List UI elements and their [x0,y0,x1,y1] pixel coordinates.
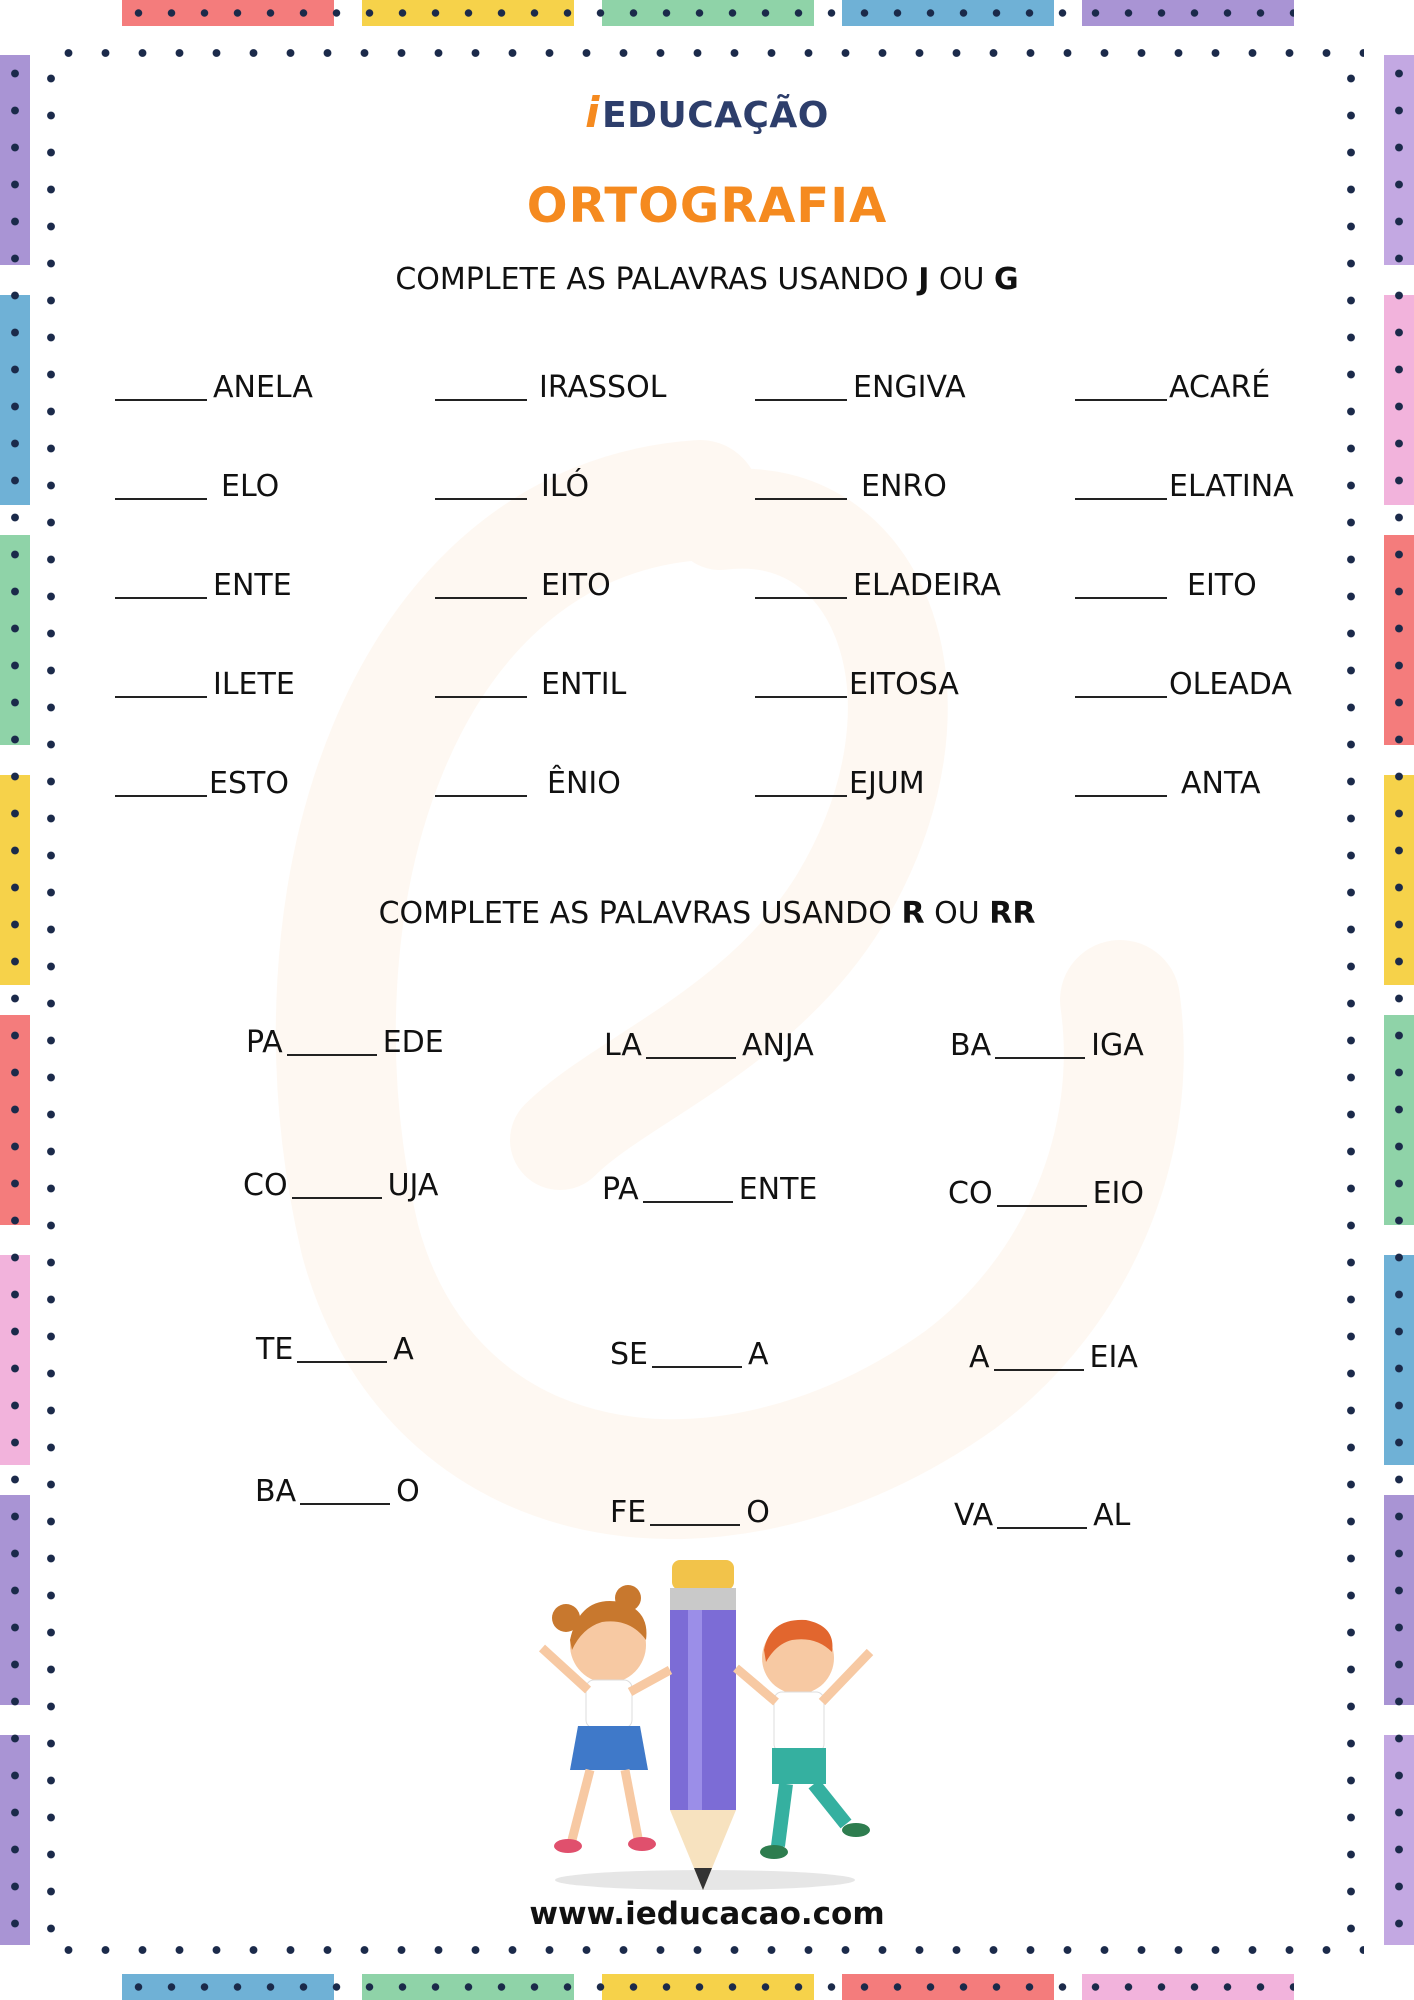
answer-blank[interactable] [115,694,207,698]
section1-word [115,568,292,603]
answer-blank[interactable] [646,1055,736,1059]
word-prefix: PA [602,1172,639,1207]
word-suffix: ANELA [213,370,313,405]
kids-pencil-illustration [520,1540,890,1900]
section1-letter-a: J [918,262,930,297]
word-suffix: ILÓ [541,469,590,504]
section1-word [435,370,666,405]
brand-logo-mark: i [585,88,601,137]
word-prefix: CO [243,1168,288,1203]
word-suffix: ILETE [213,667,295,702]
section1-word [435,568,611,603]
section2-word [243,1168,438,1203]
section1-word [435,667,626,702]
word-suffix: IGA [1091,1028,1144,1063]
word-prefix: BA [255,1474,297,1509]
answer-blank[interactable] [1075,397,1167,401]
girl-figure [542,1585,670,1853]
section1-word [115,469,279,504]
section2-letter-a: R [901,896,925,931]
word-prefix: PA [246,1025,283,1060]
word-suffix: EJUM [849,766,925,801]
section1-word [115,370,313,405]
word-suffix: ENRO [861,469,947,504]
section1-word [755,568,1001,603]
answer-blank[interactable] [997,1525,1087,1529]
word-prefix: SE [610,1337,648,1372]
inner-dots-bottom [50,1944,1364,1956]
section2-word [256,1332,414,1367]
answer-blank[interactable] [755,397,847,401]
answer-blank[interactable] [1075,694,1167,698]
answer-blank[interactable] [995,1055,1085,1059]
answer-blank[interactable] [435,595,527,599]
word-suffix: ENTIL [541,667,627,702]
section2-word [255,1474,420,1509]
word-suffix: EDE [382,1025,444,1060]
answer-blank[interactable] [650,1522,740,1526]
word-suffix: EIA [1089,1340,1138,1375]
word-suffix: ENGIVA [853,370,966,405]
section2-connector: OU [934,896,980,931]
inner-dots-right [1345,60,1357,1940]
section1-word [435,469,589,504]
word-suffix: A [393,1332,414,1367]
word-prefix: FE [610,1495,647,1530]
section2-instruction [0,896,1414,931]
answer-blank[interactable] [994,1367,1084,1371]
website-footer: www.ieducacao.com [529,1896,885,1932]
section1-word [1075,568,1257,603]
section2-word [610,1337,769,1372]
answer-blank[interactable] [1075,793,1167,797]
answer-blank[interactable] [435,793,527,797]
right-tab-dots [1393,55,1405,1945]
brand-logo-text: EDUCAÇÃO [602,95,829,136]
word-suffix: UJA [387,1168,439,1203]
word-suffix: EITOSA [849,667,959,702]
word-prefix: VA [954,1498,994,1533]
word-prefix: CO [948,1176,993,1211]
answer-blank[interactable] [287,1052,377,1056]
word-suffix: O [746,1495,770,1530]
word-suffix: EITO [1187,568,1257,603]
boy-figure [736,1620,870,1859]
word-suffix: ANJA [741,1028,814,1063]
word-suffix: ELO [221,469,280,504]
word-suffix: IRASSOL [539,370,667,405]
answer-blank[interactable] [643,1199,733,1203]
answer-blank[interactable] [755,793,847,797]
section2-instruction-text: COMPLETE AS PALAVRAS USANDO [378,896,892,931]
section1-word [755,766,925,801]
section1-letter-b: G [994,262,1019,297]
answer-blank[interactable] [115,397,207,401]
answer-blank[interactable] [297,1359,387,1363]
section2-word [948,1176,1144,1211]
inner-dots-left [45,60,57,1940]
section1-word [1075,370,1270,405]
word-suffix: ENTE [213,568,292,603]
section1-instruction-text: COMPLETE AS PALAVRAS USANDO [395,262,909,297]
section2-word [950,1028,1144,1063]
pencil-icon [670,1560,736,1890]
word-prefix: LA [604,1028,642,1063]
word-suffix: ANTA [1181,766,1261,801]
word-prefix: A [969,1340,990,1375]
section1-word [115,766,289,801]
answer-blank[interactable] [300,1501,390,1505]
section1-word [1075,667,1292,702]
answer-blank[interactable] [755,694,847,698]
word-prefix: TE [256,1332,294,1367]
bottom-tab-dots [122,1981,1294,1993]
word-suffix: OLEADA [1169,667,1292,702]
section2-word [954,1498,1130,1533]
top-tab-dots [122,7,1294,19]
brand-logo [0,88,1414,137]
section1-word [755,667,959,702]
page-title: ORTOGRAFIA [526,178,888,234]
answer-blank[interactable] [115,793,207,797]
inner-dots-top [50,47,1364,59]
section1-connector: OU [938,262,985,297]
word-suffix: ESTO [209,766,289,801]
answer-blank[interactable] [435,397,527,401]
word-suffix: EIO [1092,1176,1144,1211]
answer-blank[interactable] [652,1364,742,1368]
answer-blank[interactable] [997,1203,1087,1207]
answer-blank[interactable] [435,694,527,698]
answer-blank[interactable] [755,496,847,500]
word-suffix: ACARÉ [1169,370,1271,405]
left-tab-dots [9,55,21,1945]
answer-blank[interactable] [435,496,527,500]
section2-word [602,1172,817,1207]
word-suffix: ENTE [738,1172,818,1207]
word-suffix: ELADEIRA [853,568,1001,603]
section2-word [604,1028,814,1063]
word-prefix: BA [950,1028,992,1063]
section1-word [755,469,947,504]
section2-word [610,1495,770,1530]
section2-word [246,1025,444,1060]
section1-word [1075,469,1294,504]
section1-word [755,370,966,405]
section2-word [969,1340,1138,1375]
answer-blank[interactable] [1075,595,1167,599]
answer-blank[interactable] [755,595,847,599]
section1-word [115,667,295,702]
section1-instruction [0,262,1414,297]
word-suffix: AL [1093,1498,1131,1533]
word-suffix: EITO [541,568,611,603]
answer-blank[interactable] [115,496,207,500]
word-suffix: O [396,1474,420,1509]
answer-blank[interactable] [292,1195,382,1199]
section1-word [1075,766,1260,801]
answer-blank[interactable] [115,595,207,599]
answer-blank[interactable] [1075,496,1167,500]
section2-letter-b: RR [989,896,1036,931]
word-suffix: ÊNIO [547,766,621,801]
section1-word [435,766,621,801]
watermark-logo [200,380,1200,1580]
word-suffix: A [748,1337,769,1372]
word-suffix: ELATINA [1169,469,1294,504]
